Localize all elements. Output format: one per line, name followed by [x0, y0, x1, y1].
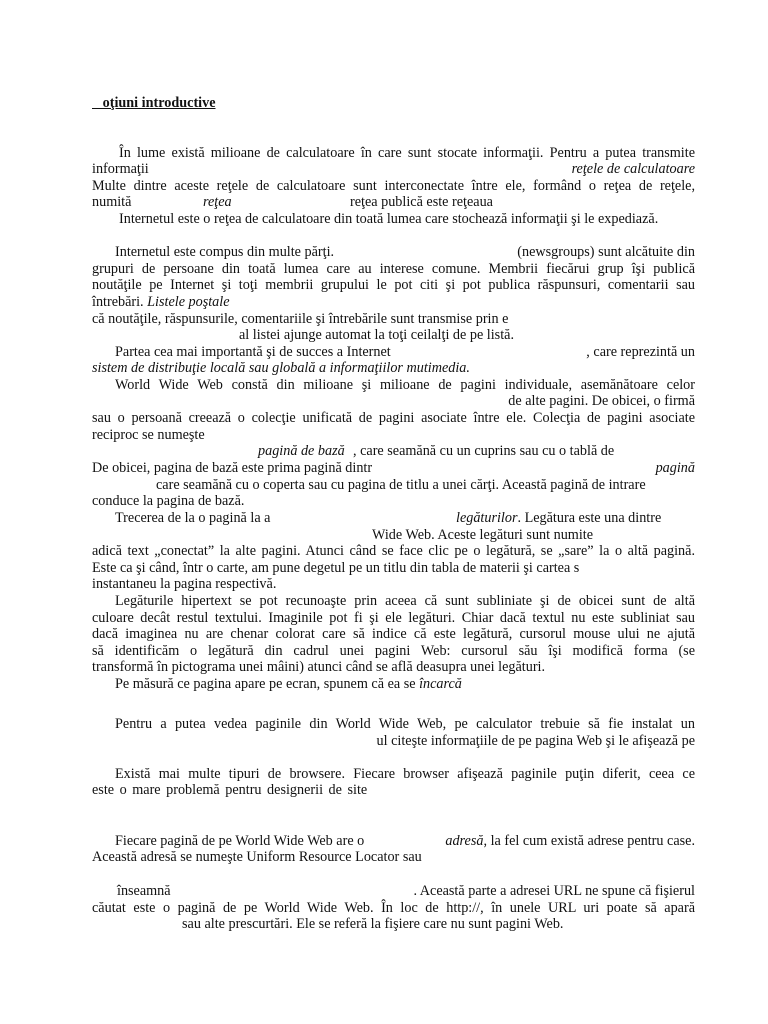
paragraph-line: al listei ajunge automat la toţi ceilalţi de pe listă. [239, 327, 514, 343]
paragraph-line: Este ca şi când, într o carte, am pune degetul pe un titlu din tabla de materii şi cartea s [92, 560, 580, 576]
text-span: Fiecare pagină de pe World Wide Web are o [115, 833, 365, 849]
paragraph-line: Această adresă se numeşte Uniform Resource Locator sau [92, 849, 422, 865]
italic-term: pagină de bază [258, 443, 345, 459]
paragraph-line: Wide Web. Aceste legături sunt numite [372, 527, 594, 543]
paragraph-line [92, 194, 695, 210]
paragraph-line [92, 161, 695, 177]
text-span: ul citeşte informaţiile de pe pagina Web şi le afişează pe [376, 733, 695, 749]
paragraph-line: Există mai multe tipuri de browsere. Fiecare browser afişează paginile puţin diferit, ceea ce [115, 766, 695, 782]
text-span: numită [92, 194, 132, 210]
paragraph-line: că noutăţile, răspunsurile, comentariile şi întrebările sunt transmise prin e [92, 311, 509, 327]
paragraph-line: reciproc se numeşte [92, 427, 205, 443]
paragraph-line [92, 883, 695, 899]
paragraph-line [92, 294, 695, 310]
paragraph-line: sau o persoană creează o colecţie unificată de pagini asociate între ele. Colecţia de pagini asociate [92, 410, 695, 426]
paragraph-line: instantaneu la pagina respectivă. [92, 576, 277, 592]
paragraph-line: noutăţile pe Internet şi toţi membrii grupului le pot citi şi pot publica răspunsuri, comentarii sau [92, 277, 695, 293]
paragraph-line: este o mare problemă pentru designerii de site [92, 782, 368, 798]
paragraph-line: dacă imaginea nu are chenar colorat care să indice că este legătură, cursorul mouse ului ne ajută [92, 626, 695, 642]
paragraph-line: să identificăm o legătură din cadrul unei pagini Web: cursorul său îşi modifică forma (se [92, 643, 695, 659]
paragraph-line: Multe dintre aceste reţele de calculatoare sunt interconectate între ele, formând o reţea de reţele, [92, 178, 695, 194]
paragraph-line: Legăturile hipertext se pot recunoaşte prin aceea că sunt subliniate şi de obicei sunt de altă [115, 593, 695, 609]
paragraph-line [115, 676, 695, 692]
italic-term: pagină [655, 460, 695, 476]
text-span: înseamnă [117, 883, 171, 899]
paragraph-line: În lume există milioane de calculatoare în care sunt stocate informaţii. Pentru a putea transmite [119, 145, 695, 161]
paragraph-line: culoare decât restul textului. Imaginile pot fi şi ele legături. Chiar dacă textul nu este subliniat sau [92, 610, 695, 626]
paragraph-line: conduce la pagina de bază. [92, 493, 245, 509]
paragraph-line: grupuri de persoane din toată lumea care au interese comune. Membrii fiecărui grup îşi publică [92, 261, 695, 277]
text-span: întrebări. [92, 294, 144, 310]
text-span: reţea publică este reţeaua [350, 194, 493, 210]
paragraph-line: care seamănă cu o coperta sau cu pagina de titlu a unei cărţi. Această pagină de intrare [156, 477, 646, 493]
paragraph-line [92, 393, 695, 409]
text-span: , care reprezintă un [586, 344, 695, 360]
text-span: Internetul este compus din multe părţi. [115, 244, 335, 260]
paragraph-line: căutat este o pagină de pe World Wide Web. În loc de http://, în unele URL uri poate să apară [92, 900, 695, 916]
italic-term: legăturilor [456, 510, 518, 526]
paragraph-line [92, 443, 695, 459]
paragraph-line: World Wide Web constă din milioane şi milioane de pagini individuale, asemănătoare celor [115, 377, 695, 393]
italic-term: încarcă [419, 676, 462, 692]
italic-term: Listele poştale [147, 294, 230, 310]
text-span: Partea cea mai importantă şi de succes a Internet [115, 344, 391, 360]
paragraph-line: sau alte prescurtări. Ele se referă la fişiere care nu sunt pagini Web. [182, 916, 564, 932]
paragraph-line [115, 833, 695, 849]
text-span: (newsgroups) sunt alcătuite din [517, 244, 695, 260]
text-span: . Legătura este una dintre [517, 510, 662, 526]
text-span: Pe măsură ce pagina apare pe ecran, spunem că ea se [115, 676, 416, 692]
section-heading: oţiuni introductive [92, 95, 216, 111]
text-span: , care seamănă cu un cuprins sau cu o tablă de [353, 443, 615, 459]
text-span: Trecerea de la o pagină la a [115, 510, 271, 526]
text-span: . Această parte a adresei URL ne spune că fişierul [413, 883, 695, 899]
paragraph-line: adică text „conectat” la alte pagini. Atunci când se face clic pe o legătură, se „sare” la o altă pagină. [92, 543, 695, 559]
paragraph-line: Pentru a putea vedea paginile din World Wide Web, pe calculator trebuie să fie instalat un [115, 716, 695, 732]
italic-term: reţea [203, 194, 232, 210]
paragraph-line [92, 510, 695, 526]
text-span: De obicei, pagina de bază este prima pagină dintr [92, 460, 373, 476]
paragraph-line [92, 460, 695, 476]
text-span: informaţii [92, 161, 149, 177]
text-span: de alte pagini. De obicei, o firmă [508, 393, 695, 409]
italic-term: reţele de calculatoare [571, 161, 695, 177]
paragraph-line [92, 344, 695, 360]
paragraph-line [92, 244, 695, 260]
paragraph-line: Internetul este o reţea de calculatoare din toată lumea care stochează informaţii şi le expediază. [119, 211, 659, 227]
paragraph-line: transformă în pictograma unei mâini) atunci când se află deasupra unei legături. [92, 659, 546, 675]
text-span: , la fel cum există adrese pentru case. [483, 833, 695, 849]
italic-term: adresă [445, 833, 484, 849]
paragraph-line: sistem de distribuţie locală sau globală a informaţiilor mutimedia. [92, 360, 470, 376]
paragraph-line [92, 733, 695, 749]
